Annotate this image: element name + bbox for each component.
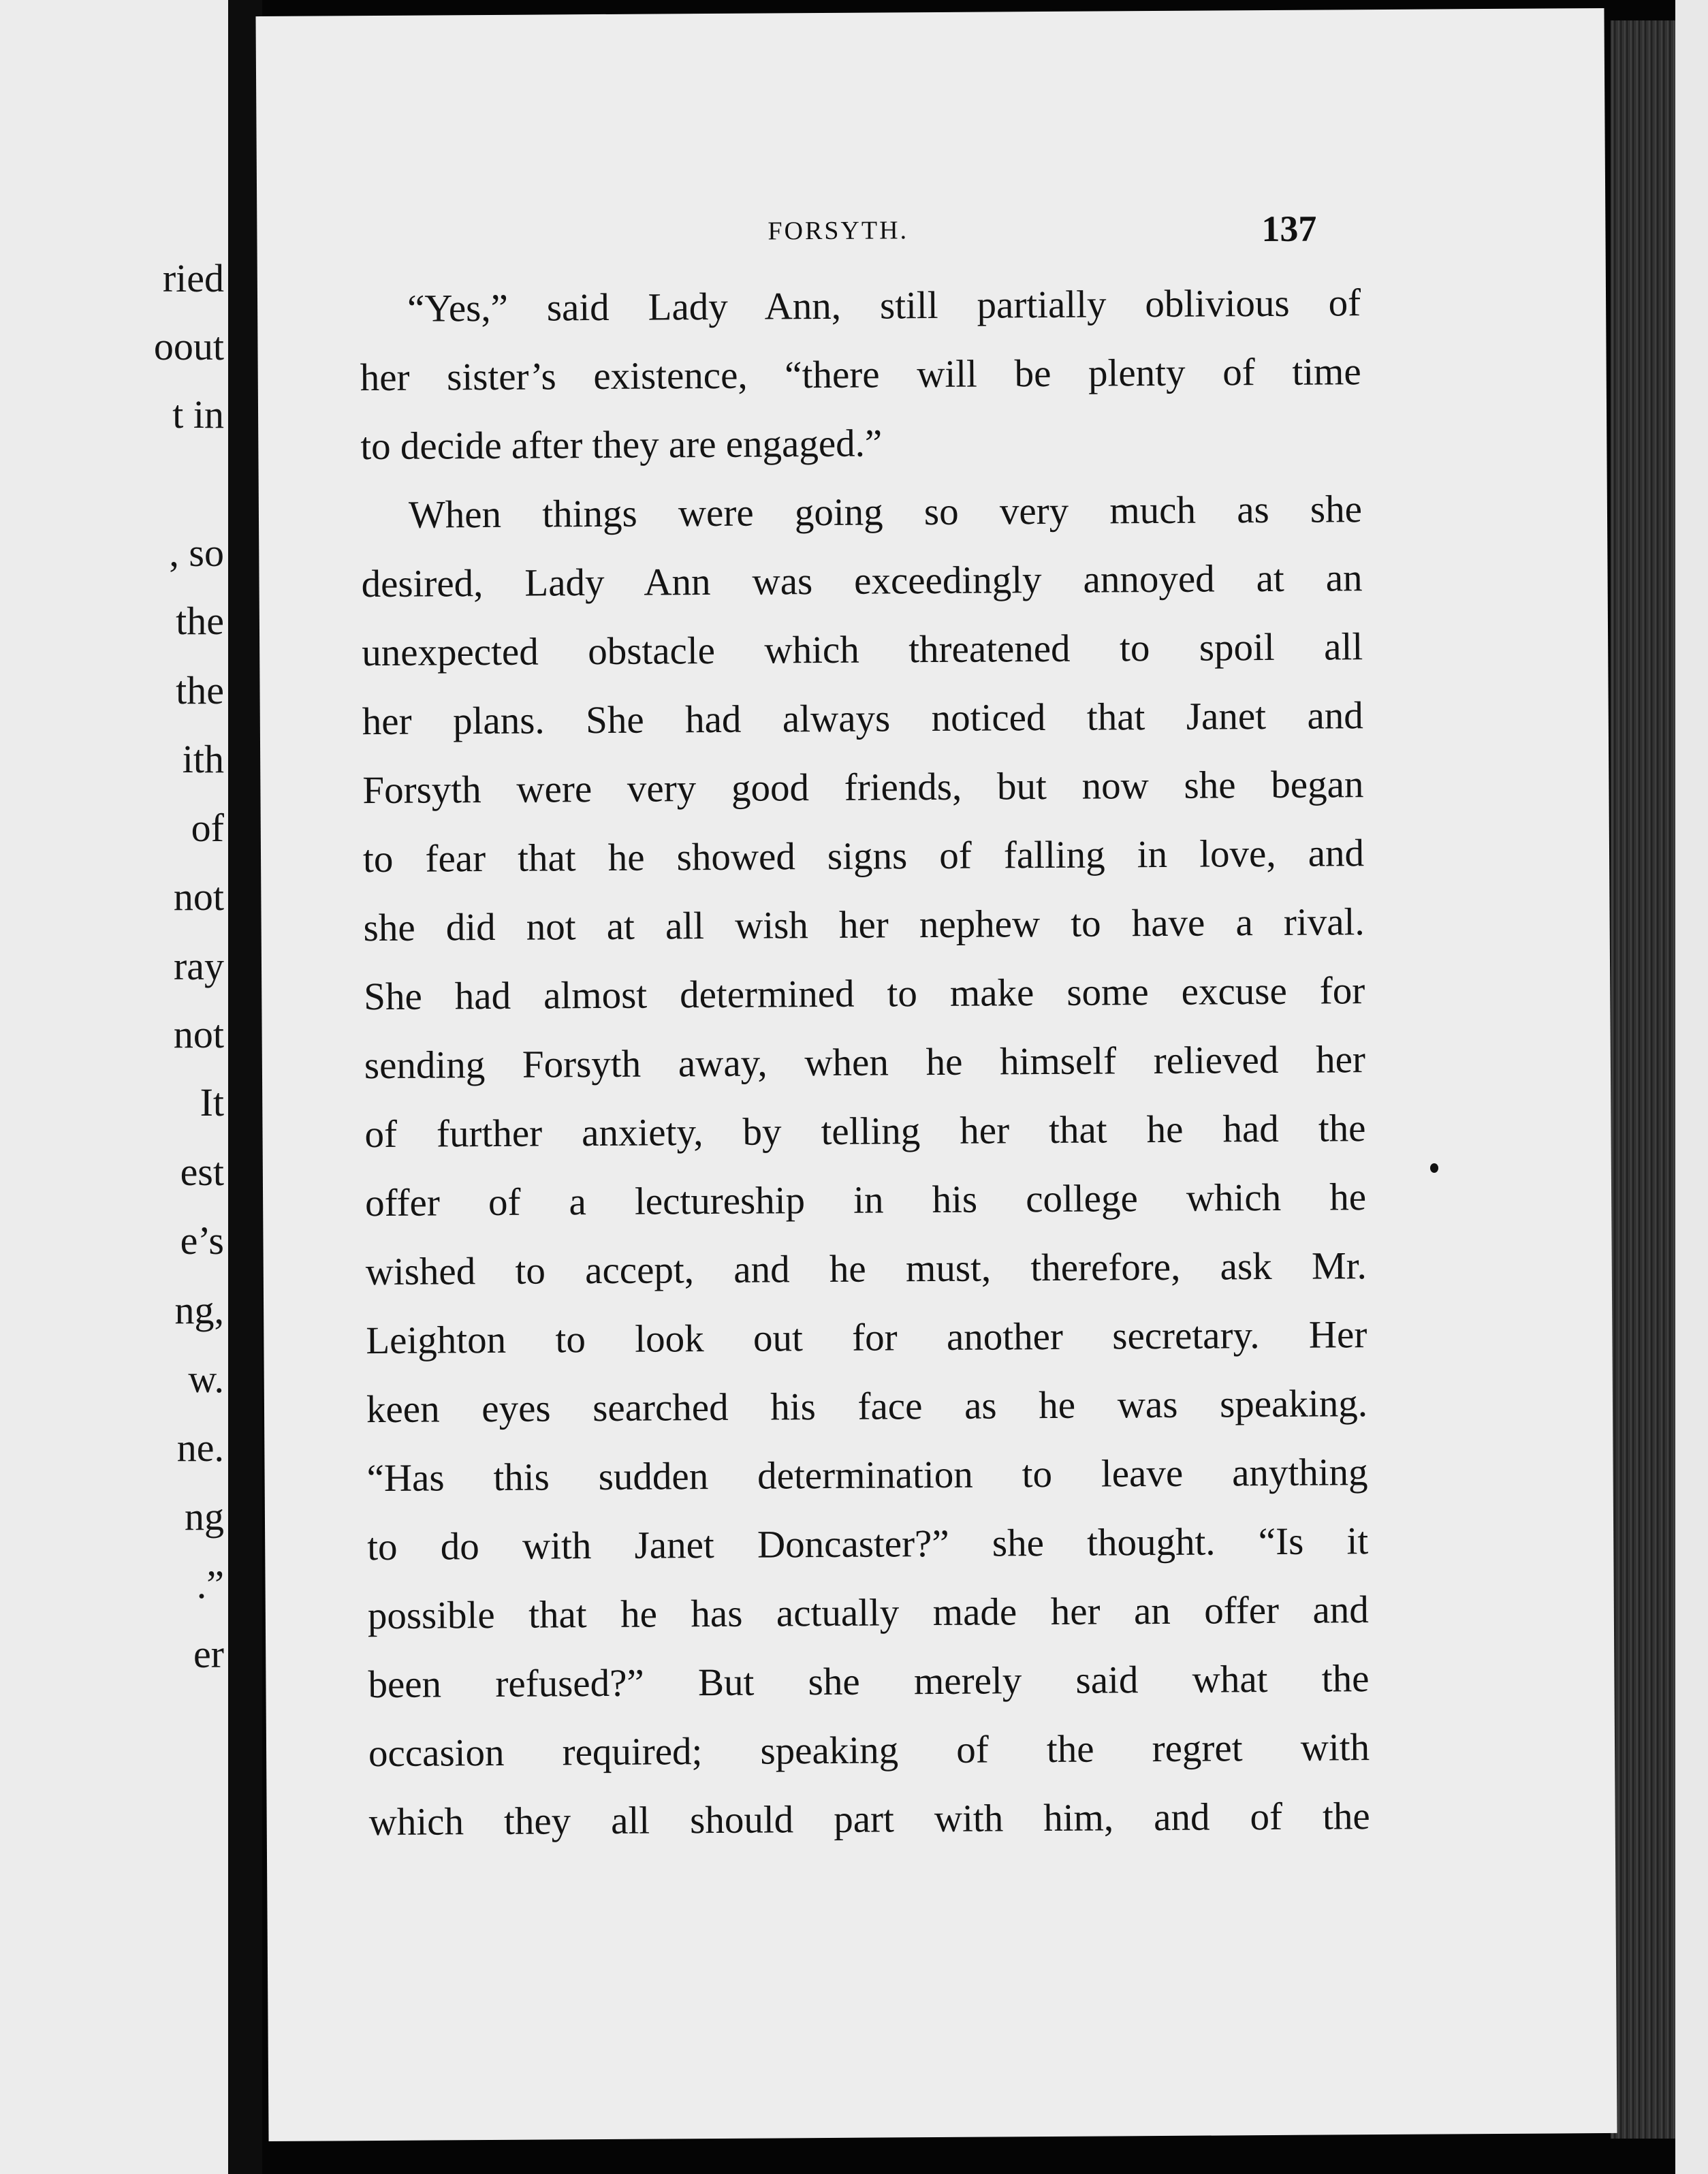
page-number: 137 xyxy=(1261,208,1317,250)
left-page-fragment: , so xyxy=(169,531,224,575)
text-line: to decide after they are engaged.” xyxy=(360,422,883,469)
book-page xyxy=(255,8,1617,2141)
left-page-fragment: er xyxy=(193,1632,224,1676)
left-page-fragment: the xyxy=(176,599,224,643)
ink-speck xyxy=(1430,1163,1438,1173)
text-line: “Has this sudden determination to leave anything xyxy=(366,1451,1368,1500)
text-line: her plans. She had always noticed that Janet and xyxy=(362,694,1363,744)
left-page-fragment: not xyxy=(173,875,224,919)
text-line: sending Forsyth away, when he himself relieved her xyxy=(364,1038,1366,1088)
text-line: unexpected obstacle which threatened to spoil all xyxy=(362,625,1363,675)
page-stack-edge xyxy=(1611,20,1675,2139)
left-page-fragment: e’s xyxy=(180,1218,224,1263)
text-line: she did not at all wish her nephew to have a rival. xyxy=(363,900,1365,950)
text-line: which they all should part with him, and of the xyxy=(368,1795,1370,1844)
running-head xyxy=(257,206,1605,255)
previous-page-edge xyxy=(0,0,228,2174)
text-line: occasion required; speaking of the regret with xyxy=(368,1726,1370,1776)
left-page-fragment: of xyxy=(191,806,224,850)
left-page-fragment: ng, xyxy=(174,1288,224,1332)
text-line: “Yes,” said Lady Ann, still partially oblivious of xyxy=(407,281,1361,330)
left-page-fragment: oout xyxy=(153,324,224,368)
text-line: Forsyth were very good friends, but now she began xyxy=(362,763,1364,813)
text-line: wished to accept, and he must, therefore, ask Mr. xyxy=(365,1244,1367,1294)
text-line: to do with Janet Doncaster?” she thought. “Is it xyxy=(367,1519,1369,1569)
left-page-fragment: the xyxy=(176,668,224,712)
text-line: She had almost determined to make some excuse for xyxy=(364,969,1365,1019)
text-line: to fear that he showed signs of falling in love, and xyxy=(362,832,1365,881)
text-line: of further anxiety, by telling her that he had the xyxy=(364,1107,1366,1156)
body-text xyxy=(360,268,1370,1857)
left-page-fragment: .” xyxy=(196,1562,224,1607)
left-page-fragment: ried xyxy=(162,256,224,300)
scan-margin xyxy=(1675,0,1708,2174)
text-line: When things were going so very much as she xyxy=(408,488,1363,537)
text-line: been refused?” But she merely said what the xyxy=(368,1657,1370,1707)
left-page-fragment: It xyxy=(200,1080,224,1124)
left-page-fragment: not xyxy=(173,1012,224,1056)
text-line: possible that he has actually made her an offer and xyxy=(367,1588,1370,1638)
left-page-fragment: ray xyxy=(173,944,224,988)
text-line: her sister’s existence, “there will be plenty of time xyxy=(360,350,1361,400)
text-line: Leighton to look out for another secretary. Her xyxy=(366,1313,1367,1363)
left-page-fragment: ith xyxy=(182,737,224,781)
left-page-fragment: w. xyxy=(188,1357,224,1401)
text-line: offer of a lectureship in his college which he xyxy=(364,1176,1367,1225)
text-line: keen eyes searched his face as he was speaking. xyxy=(366,1382,1368,1432)
text-line: desired, Lady Ann was exceedingly annoyed at an xyxy=(361,556,1363,606)
left-page-fragment: ng xyxy=(185,1494,224,1539)
running-title: FORSYTH. xyxy=(768,216,909,246)
left-page-fragment: t in xyxy=(172,392,224,437)
left-page-fragment: ne. xyxy=(176,1425,224,1470)
left-page-fragment: est xyxy=(180,1150,224,1194)
